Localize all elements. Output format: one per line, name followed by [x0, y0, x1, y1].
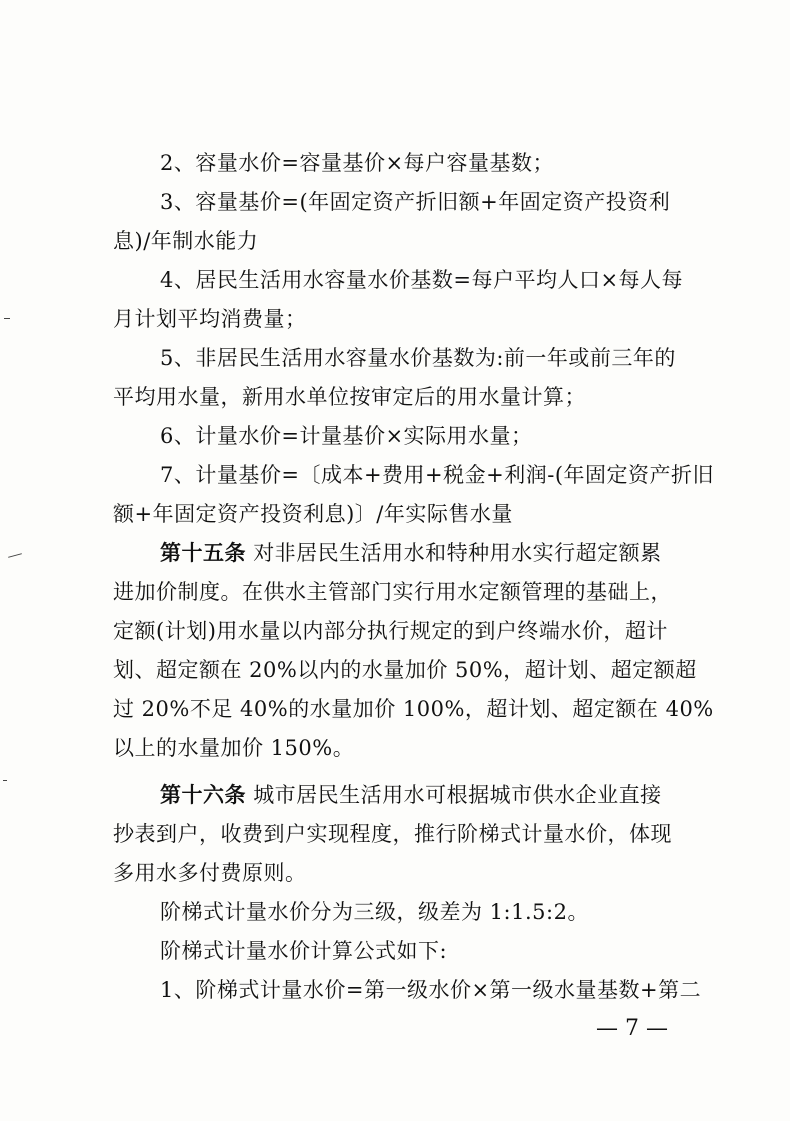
paragraph-line: 划、超定额在 20%以内的水量加价 50%，超计划、超定额超 [113, 658, 697, 682]
paragraph-line: 3、容量基价=(年固定资产折旧额+年固定资产投资利 [160, 190, 671, 214]
paragraph-line: 息)/年制水能力 [113, 229, 259, 253]
scan-mark [8, 553, 22, 558]
paragraph-line: 2、容量水价=容量基价×每户容量基数； [160, 151, 555, 175]
paragraph-line: 以上的水量加价 150%。 [113, 736, 355, 760]
paragraph-line: 4、居民生活用水容量水价基数=每户平均人口×每人每 [160, 268, 684, 292]
paragraph-line: 抄表到户，收费到户实现程度，推行阶梯式计量水价，体现 [113, 822, 672, 846]
article-16-text: 城市居民生活用水可根据城市供水企业直接 [253, 783, 662, 807]
scan-mark [3, 780, 7, 781]
paragraph-line: 阶梯式计量水价计算公式如下: [160, 939, 448, 963]
paragraph-line: 定额(计划)用水量以内部分执行规定的到户终端水价，超计 [113, 619, 668, 643]
article-16-label: 第十六条 [160, 782, 246, 807]
paragraph-line: 额+年固定资产投资利息)〕/年实际售水量 [113, 502, 513, 526]
paragraph-line: 1、阶梯式计量水价=第一级水价×第一级水量基数+第二 [160, 978, 702, 1002]
page-number: — 7 — [596, 1016, 668, 1041]
article-15-label: 第十五条 [160, 540, 246, 565]
paragraph-line: 平均用水量，新用水单位按审定后的用水量计算； [113, 385, 586, 409]
article-16-first-line [160, 781, 662, 809]
article-15-text: 对非居民生活用水和特种用水实行超定额累 [253, 541, 662, 565]
paragraph-line: 进加价制度。在供水主管部门实行用水定额管理的基础上， [113, 580, 672, 604]
scan-mark [4, 318, 10, 319]
paragraph-line: 过 20%不足 40%的水量加价 100%，超计划、超定额在 40% [113, 697, 714, 721]
paragraph-line: 多用水多付费原则。 [113, 861, 307, 885]
paragraph-line: 6、计量水价=计量基价×实际用水量； [160, 424, 533, 448]
paragraph-line: 7、计量基价=〔成本+费用+税金+利润-(年固定资产折旧 [160, 463, 715, 487]
paragraph-line: 阶梯式计量水价分为三级，级差为 1:1.5:2。 [160, 900, 589, 924]
article-15-first-line [160, 539, 662, 567]
paragraph-line: 5、非居民生活用水容量水价基数为:前一年或前三年的 [160, 346, 676, 370]
paragraph-line: 月计划平均消费量； [113, 307, 307, 331]
